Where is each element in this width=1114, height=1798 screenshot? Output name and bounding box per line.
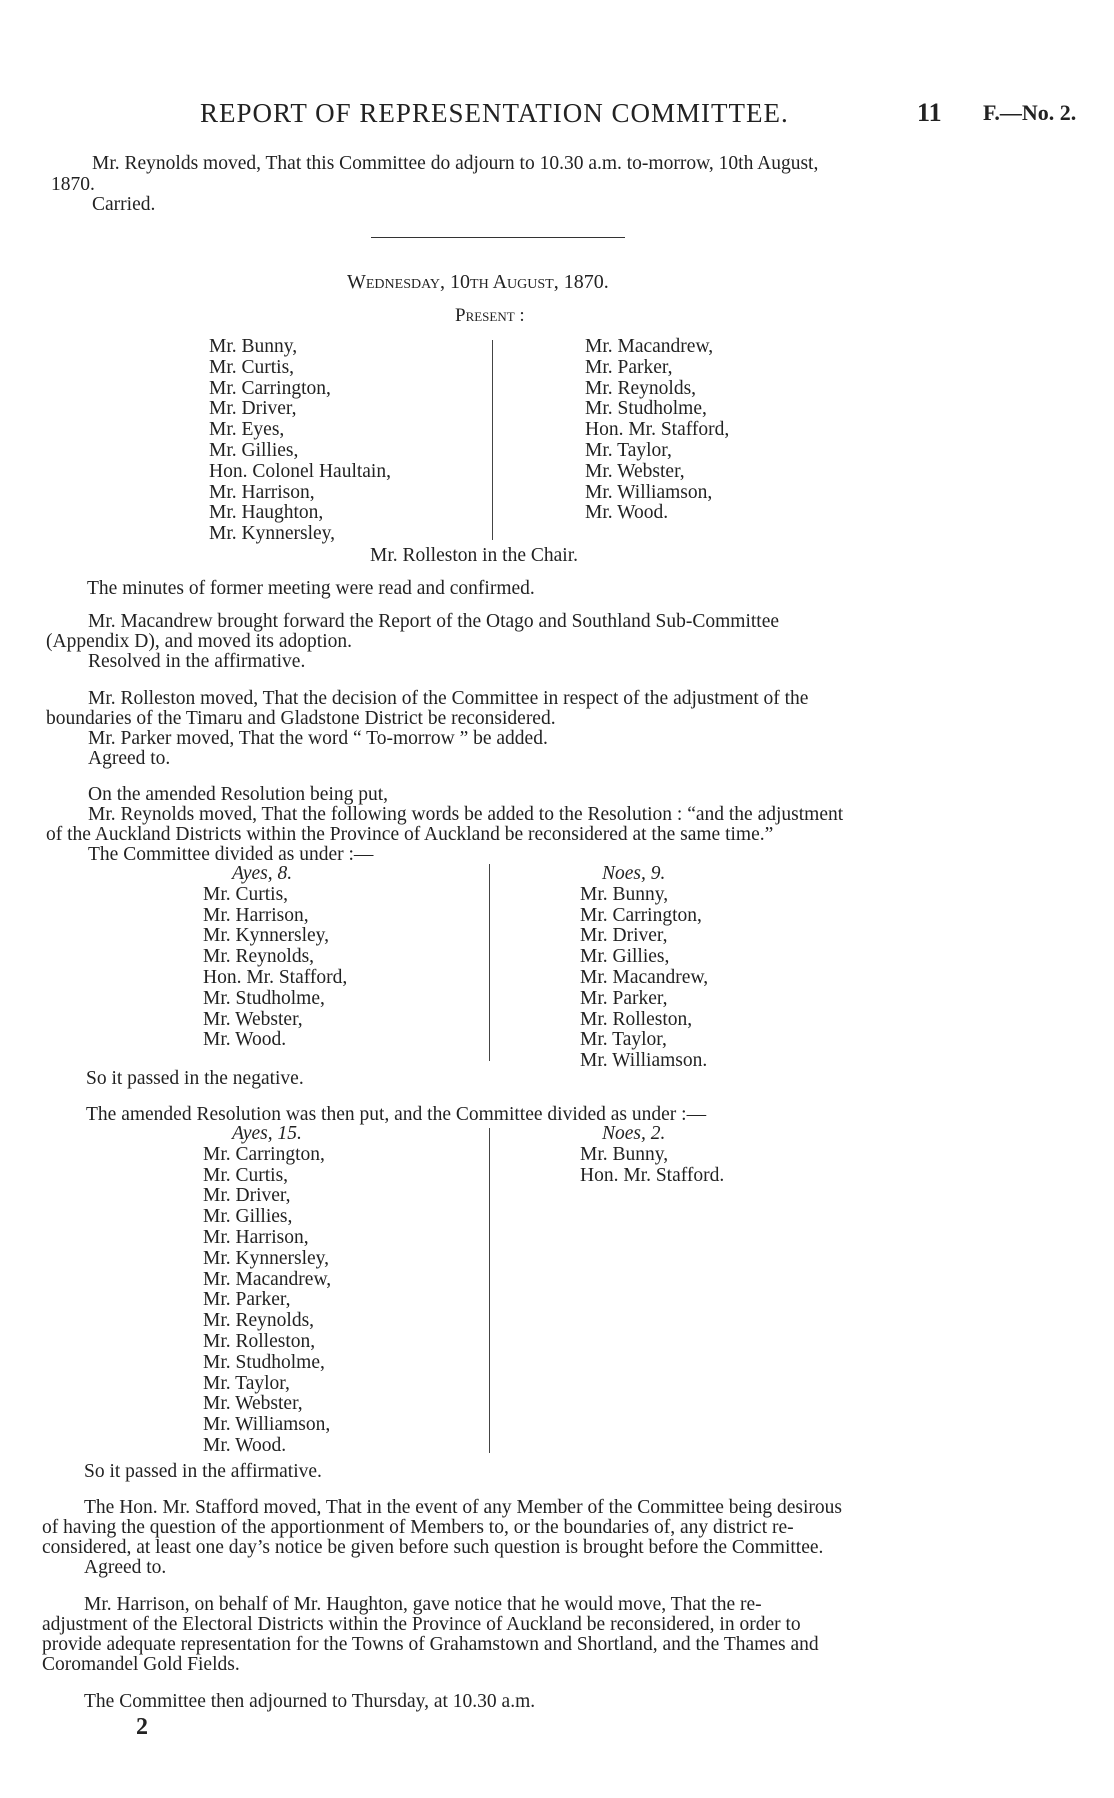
- noes-label: Noes, 2.: [602, 1123, 666, 1144]
- harrison-line1: Mr. Harrison, on behalf of Mr. Haughton, gave notice that he would move, That the re-: [84, 1594, 762, 1615]
- division2-intro: The amended Resolution was then put, and the Committee divided as under :—: [86, 1104, 707, 1125]
- amended-line4: The Committee divided as under :—: [88, 844, 374, 865]
- member-name: Mr. Carrington,: [209, 377, 331, 399]
- member-name: Mr. Parker,: [580, 987, 668, 1009]
- stafford-line4: Agreed to.: [84, 1557, 167, 1578]
- member-name: Mr. Harrison,: [203, 1226, 309, 1248]
- meeting-date: Wednesday, 10th August, 1870.: [347, 271, 609, 293]
- member-name: Mr. Carrington,: [580, 904, 702, 926]
- member-name: Mr. Driver,: [203, 1185, 291, 1207]
- minutes-confirmed: The minutes of former meeting were read and confirmed.: [87, 578, 535, 599]
- rolleston-line3: Mr. Parker moved, That the word “ To-morrow ” be added.: [88, 728, 548, 749]
- amended-line3: of the Auckland Districts within the Province of Auckland be reconsidered at the same time.”: [46, 824, 774, 845]
- member-name: Hon. Mr. Stafford.: [580, 1164, 725, 1186]
- stafford-line1: The Hon. Mr. Stafford moved, That in the event of any Member of the Committee being desirous: [84, 1497, 842, 1518]
- member-name: Mr. Wood.: [585, 502, 669, 524]
- member-name: Mr. Gillies,: [209, 439, 299, 461]
- member-name: Mr. Macandrew,: [585, 336, 714, 357]
- member-name: Mr. Kynnersley,: [203, 925, 330, 947]
- member-name: Mr. Taylor,: [203, 1372, 290, 1394]
- member-name: Mr. Webster,: [585, 460, 685, 482]
- member-name: Mr. Taylor,: [580, 1029, 667, 1051]
- amended-line1: On the amended Resolution being put,: [88, 784, 389, 805]
- chair-line: Mr. Rolleston in the Chair.: [370, 545, 578, 566]
- present-label: Present :: [455, 305, 525, 326]
- division1-noes: [580, 864, 708, 1072]
- page-header-title: REPORT OF REPRESENTATION COMMITTEE.: [200, 98, 789, 128]
- member-name: Mr. Parker,: [585, 356, 673, 378]
- member-name: Mr. Wood.: [203, 1029, 287, 1051]
- page-number: 11: [917, 98, 942, 127]
- macandrew-line1: Mr. Macandrew brought forward the Report of the Otago and Southland Sub-Committee: [88, 611, 780, 632]
- present-list-right: [585, 337, 729, 524]
- member-name: Mr. Driver,: [209, 398, 297, 420]
- macandrew-line3: Resolved in the affirmative.: [88, 651, 306, 672]
- member-name: Mr. Studholme,: [203, 1351, 325, 1373]
- member-name: Mr. Harrison,: [209, 481, 315, 503]
- member-name: Mr. Reynolds,: [203, 946, 315, 968]
- rolleston-line2: boundaries of the Timaru and Gladstone District be reconsidered.: [46, 708, 556, 729]
- column-divider: [492, 340, 493, 540]
- document-reference: F.—No. 2.: [983, 100, 1077, 125]
- member-name: Mr. Williamson.: [580, 1050, 708, 1072]
- member-name: Mr. Reynolds,: [585, 377, 697, 399]
- division2-ayes: [203, 1124, 331, 1457]
- harrison-line2: adjustment of the Electoral Districts within the Province of Auckland be reconsidered, in order to: [42, 1614, 801, 1635]
- rolleston-line4: Agreed to.: [88, 748, 171, 769]
- member-name: Mr. Webster,: [203, 1393, 303, 1415]
- member-name: Mr. Reynolds,: [203, 1310, 315, 1332]
- member-name: Mr. Curtis,: [203, 883, 289, 905]
- noes-label: Noes, 9.: [602, 863, 666, 884]
- member-name: Mr. Curtis,: [203, 1164, 289, 1186]
- stafford-line2: of having the question of the apportionment of Members to, or the boundaries of, any district re-: [42, 1517, 794, 1538]
- member-name: Hon. Colonel Haultain,: [209, 460, 391, 482]
- division1-ayes: [203, 864, 347, 1051]
- member-name: Mr. Studholme,: [203, 987, 325, 1009]
- section-divider: [371, 237, 625, 238]
- opening-motion-line2: 1870.: [51, 174, 95, 195]
- member-name: Mr. Bunny,: [580, 1143, 669, 1165]
- member-name: Mr. Gillies,: [203, 1206, 293, 1228]
- member-name: Mr. Gillies,: [580, 946, 670, 968]
- column-divider: [489, 1128, 490, 1453]
- member-name: Mr. Wood.: [203, 1434, 287, 1456]
- member-name: Mr. Kynnersley,: [203, 1247, 330, 1269]
- member-name: Mr. Webster,: [203, 1008, 303, 1030]
- member-name: Mr. Williamson,: [585, 481, 713, 503]
- ayes-label: Ayes, 8.: [232, 863, 293, 884]
- rolleston-line1: Mr. Rolleston moved, That the decision of the Committee in respect of the adjustment of the: [88, 688, 809, 709]
- member-name: Mr. Driver,: [580, 925, 668, 947]
- member-name: Mr. Taylor,: [585, 439, 672, 461]
- member-name: Hon. Mr. Stafford,: [203, 966, 348, 988]
- member-name: Mr. Bunny,: [209, 336, 298, 357]
- harrison-line3: provide adequate representation for the Towns of Grahamstown and Shortland, and the Thames and: [42, 1634, 819, 1655]
- member-name: Mr. Rolleston,: [580, 1008, 693, 1030]
- member-name: Mr. Kynnersley,: [209, 523, 336, 545]
- member-name: Mr. Macandrew,: [203, 1268, 332, 1290]
- member-name: Mr. Studholme,: [585, 398, 707, 420]
- member-name: Mr. Macandrew,: [580, 966, 709, 988]
- division2-noes: [580, 1124, 724, 1186]
- member-name: Mr. Parker,: [203, 1289, 291, 1311]
- present-list-left: [209, 337, 391, 545]
- member-name: Mr. Rolleston,: [203, 1330, 316, 1352]
- member-name: Mr. Curtis,: [209, 356, 295, 378]
- member-name: Mr. Eyes,: [209, 419, 285, 441]
- member-name: Mr. Harrison,: [203, 904, 309, 926]
- member-name: Hon. Mr. Stafford,: [585, 419, 730, 441]
- macandrew-line2: (Appendix D), and moved its adoption.: [46, 631, 352, 652]
- harrison-line4: Coromandel Gold Fields.: [42, 1654, 240, 1675]
- member-name: Mr. Williamson,: [203, 1414, 331, 1436]
- column-divider: [489, 864, 490, 1061]
- division1-result: So it passed in the negative.: [86, 1068, 304, 1089]
- opening-motion-line1: Mr. Reynolds moved, That this Committee do adjourn to 10.30 a.m. to-morrow, 10th August,: [92, 153, 819, 174]
- member-name: Mr. Haughton,: [209, 502, 324, 524]
- division2-result: So it passed in the affirmative.: [84, 1461, 322, 1482]
- amended-line2: Mr. Reynolds moved, That the following words be added to the Resolution : “and the adjustment: [88, 804, 844, 825]
- member-name: Mr. Bunny,: [580, 883, 669, 905]
- stafford-line3: considered, at least one day’s notice be given before such question is brought before the Committee.: [42, 1537, 824, 1558]
- footer-signature-number: 2: [136, 1714, 148, 1740]
- member-name: Mr. Carrington,: [203, 1143, 325, 1165]
- opening-carried: Carried.: [92, 194, 156, 215]
- closing-line: The Committee then adjourned to Thursday, at 10.30 a.m.: [84, 1691, 536, 1712]
- ayes-label: Ayes, 15.: [232, 1123, 302, 1144]
